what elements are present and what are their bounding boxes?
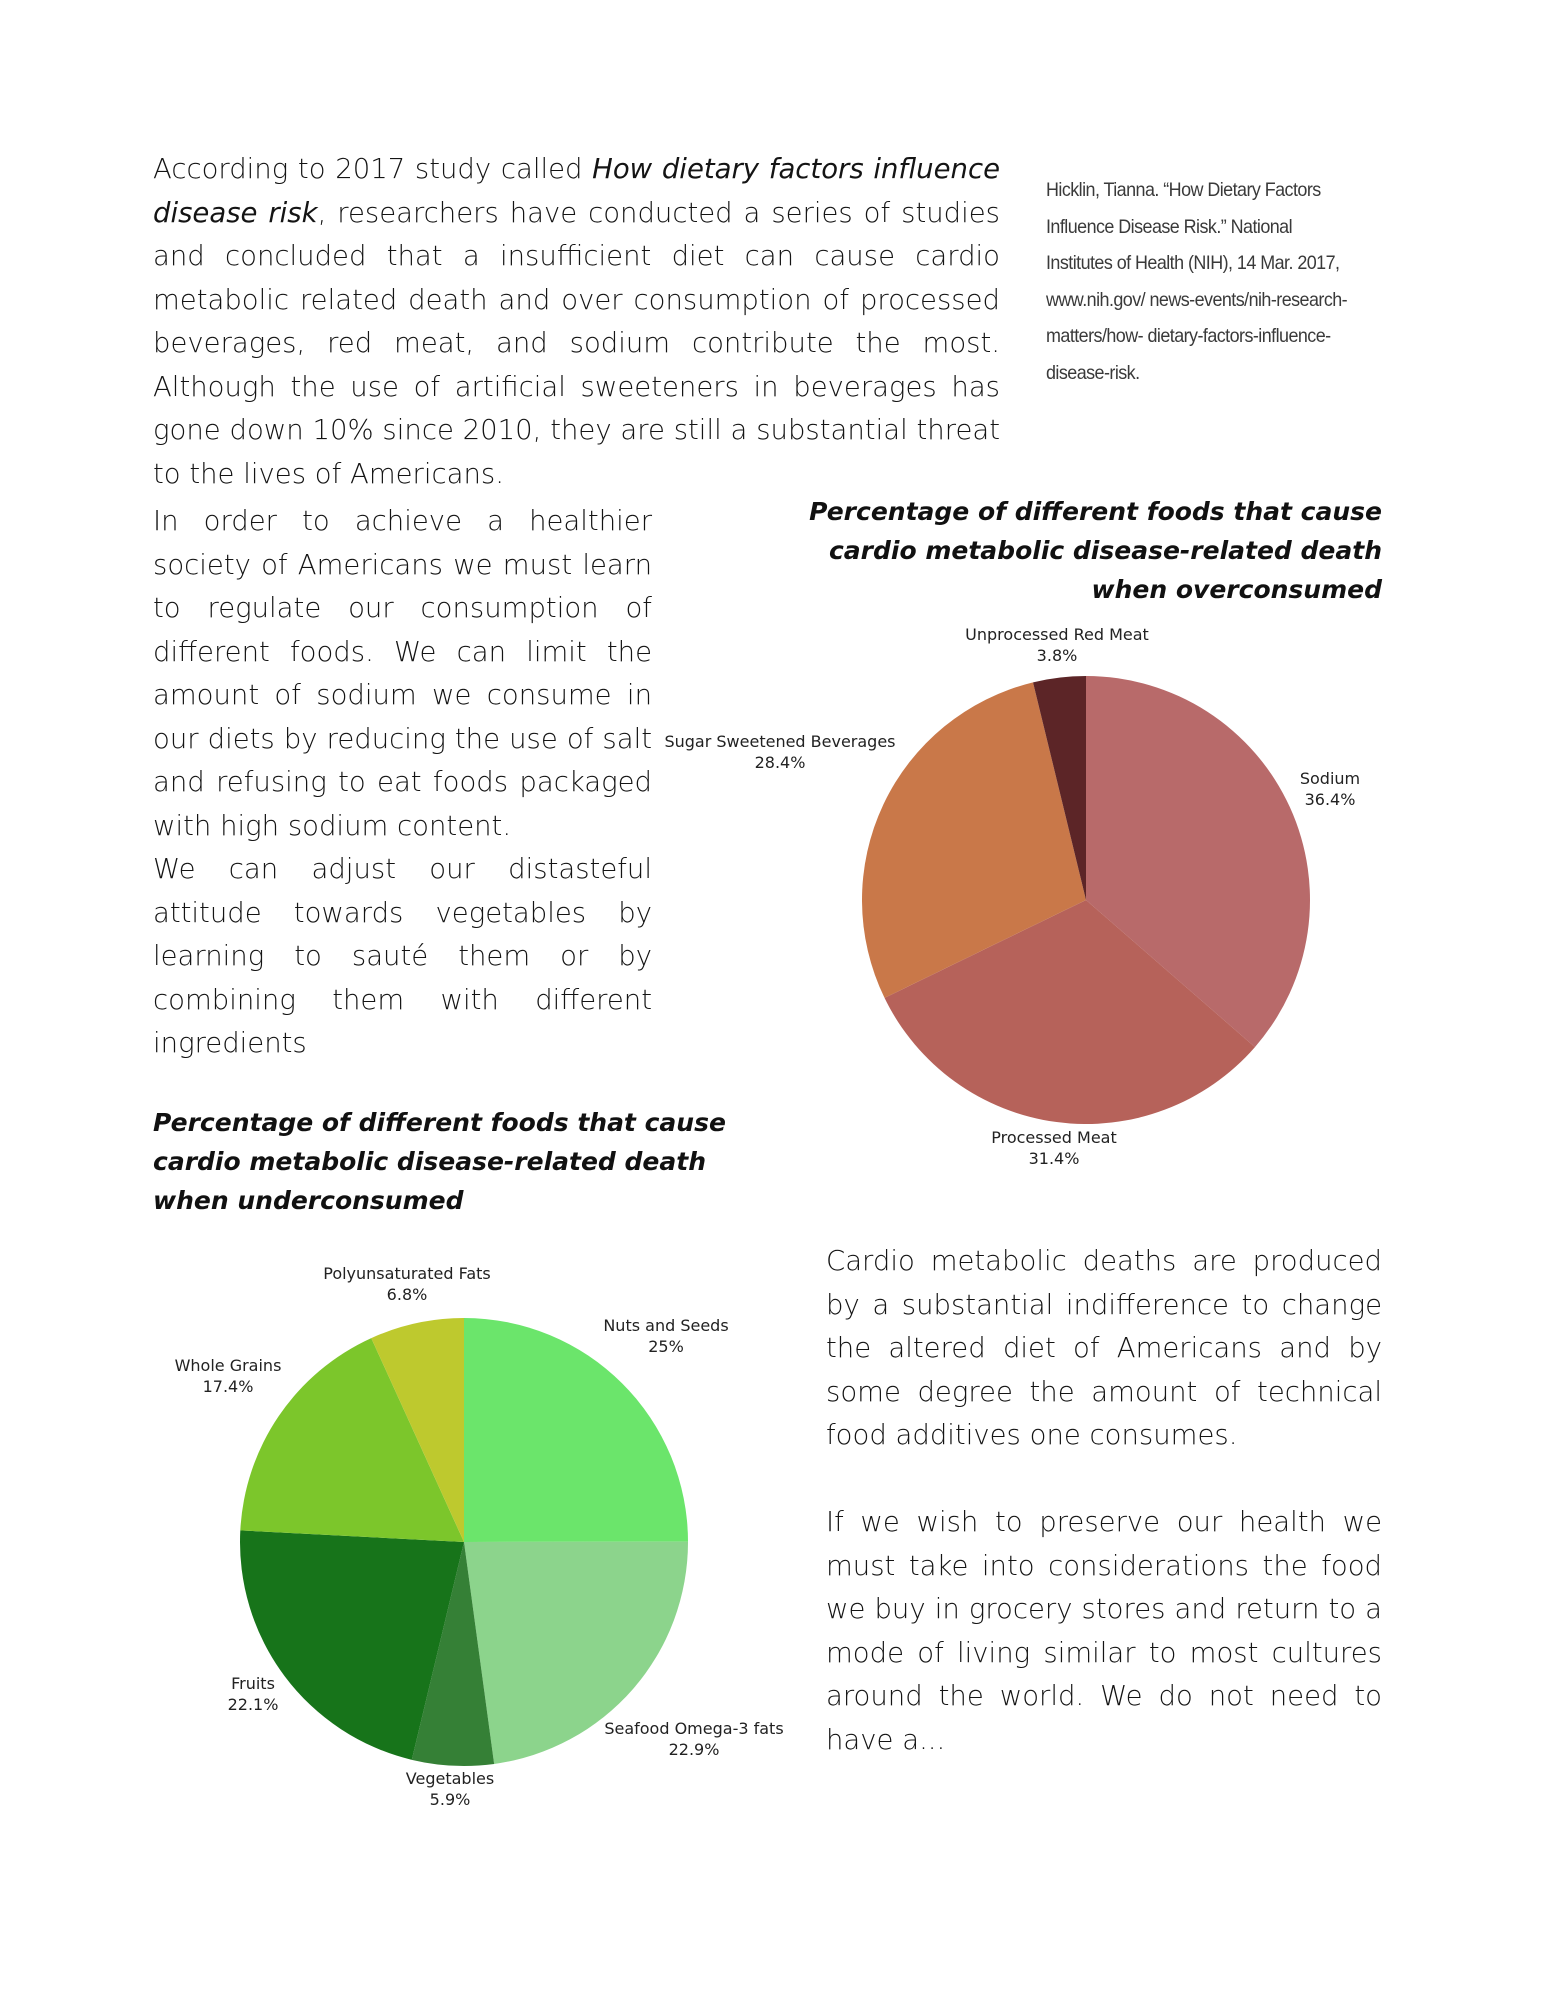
- slice-label-whole-grains: Whole Grains 17.4%: [174, 1356, 282, 1396]
- citation: Hicklin, Tianna. “How Dietary Factors Influence Disease Risk.” National Institutes of Health (NIH), 14 Mar. 2017, www.nih.gov/ news-events/nih-research-matters/how- dietary-factors-influence-disease-risk.: [1046, 179, 1348, 384]
- advice-paragraph-vegetables: We can adjust our distasteful attitude towards vegetables by learning to sauté them or by combining them with different ingredients: [153, 853, 652, 1059]
- slice-label-nuts-and-seeds: Nuts and Seeds 25%: [603, 1316, 729, 1356]
- underconsumed-chart-title: Percentage of different foods that cause cardio metabolic disease-related death when underconsumed: [153, 1108, 726, 1215]
- slice-label-sugar-sweetened-beverages: Sugar Sweetened Beverages 28.4%: [664, 732, 896, 772]
- slice-label-sodium: Sodium 36.4%: [1299, 769, 1361, 809]
- closing-section: [826, 1240, 1382, 1762]
- slice-label-vegetables: Vegetables 5.9%: [405, 1769, 495, 1809]
- slice-label-processed-meat: Processed Meat 31.4%: [991, 1128, 1117, 1168]
- slice-label-unprocessed-red-meat: Unprocessed Red Meat 3.8%: [965, 625, 1149, 665]
- advice-paragraph-sodium: In order to achieve a healthier society of Americans we must learn to regulate our consumption of different foods. We can limit the amount of sodium we consume in our diets by reducing the use of salt and refusing to eat foods packaged with high sodium content.: [153, 505, 652, 842]
- slice-label-seafood-omega-3-fats: Seafood Omega-3 fats 22.9%: [604, 1719, 784, 1759]
- overconsumed-chart-title: Percentage of different foods that cause cardio metabolic disease-related death when overconsumed: [809, 497, 1382, 604]
- slice-label-fruits: Fruits 22.1%: [227, 1674, 279, 1714]
- closing-paragraph-health: If we wish to preserve our health we must take into considerations the food we buy in grocery stores and return to a mode of living similar to most cultures around the world. We do not need to have a...: [826, 1506, 1382, 1756]
- slice-label-polyunsaturated-fats: Polyunsaturated Fats 6.8%: [323, 1264, 491, 1304]
- intro-text-start: According to 2017 study called: [153, 153, 593, 185]
- intro-text-rest: , researchers have conducted a series of studies and concluded that a insufficient diet can cause cardio metabolic related death and over consumption of processed beverages, red meat, and sodium contribute the most. Although the use of artificial sweeteners in beverages has gone down 10% since 2010, they are still a substantial threat to the lives of Americans.: [153, 196, 1000, 490]
- study-title: How dietary factors influence disease risk: [153, 153, 1000, 229]
- closing-paragraph-deaths: Cardio metabolic deaths are produced by a substantial indifference to change the altered diet of Americans and by some degree the amount of technical food additives one consumes.: [826, 1245, 1382, 1451]
